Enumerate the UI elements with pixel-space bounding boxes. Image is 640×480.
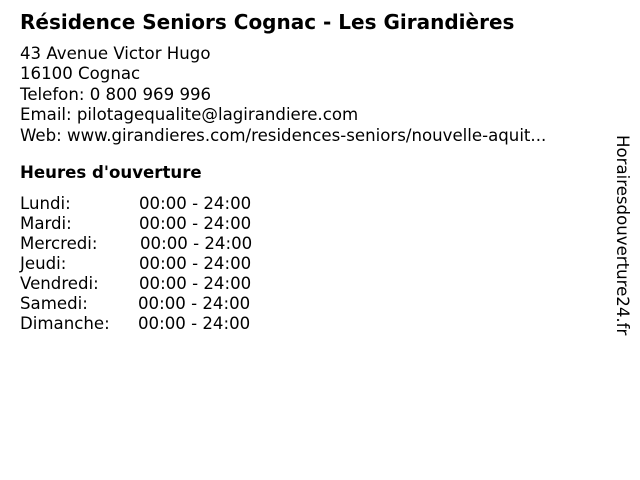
street-address: 43 Avenue Victor Hugo	[20, 44, 211, 63]
hours-heading: Heures d'ouverture	[20, 163, 202, 182]
time-range: 00:00 - 24:00	[139, 274, 252, 293]
day-label: Jeudi:	[20, 254, 67, 273]
day-label: Dimanche:	[20, 314, 110, 333]
city-address: 16100 Cognac	[20, 64, 141, 84]
time-range: 00:00 - 24:00	[139, 254, 252, 273]
phone-number: Telefon: 0 800 969 996	[20, 84, 212, 104]
page-title: Résidence Seniors Cognac - Les Girandières	[20, 10, 515, 34]
day-label: Mercredi:	[20, 234, 98, 253]
day-label: Lundi:	[20, 194, 71, 213]
website-link: Web: www.girandieres.com/residences-seniors/nouvelle-aquit...	[20, 125, 547, 145]
watermark-text: Horairesdouverture24.fr	[613, 135, 632, 336]
day-label: Vendredi:	[20, 274, 99, 293]
email-address: Email: pilotagequalite@lagirandiere.com	[20, 105, 359, 125]
time-range: 00:00 - 24:00	[138, 294, 251, 313]
day-label: Samedi:	[20, 294, 88, 313]
time-range: 00:00 - 24:00	[139, 214, 252, 233]
time-range: 00:00 - 24:00	[138, 314, 251, 333]
watermark	[612, 135, 636, 375]
time-range: 00:00 - 24:00	[139, 194, 252, 213]
time-range: 00:00 - 24:00	[140, 234, 253, 253]
contact-info	[20, 44, 546, 146]
day-label: Mardi:	[20, 214, 72, 233]
